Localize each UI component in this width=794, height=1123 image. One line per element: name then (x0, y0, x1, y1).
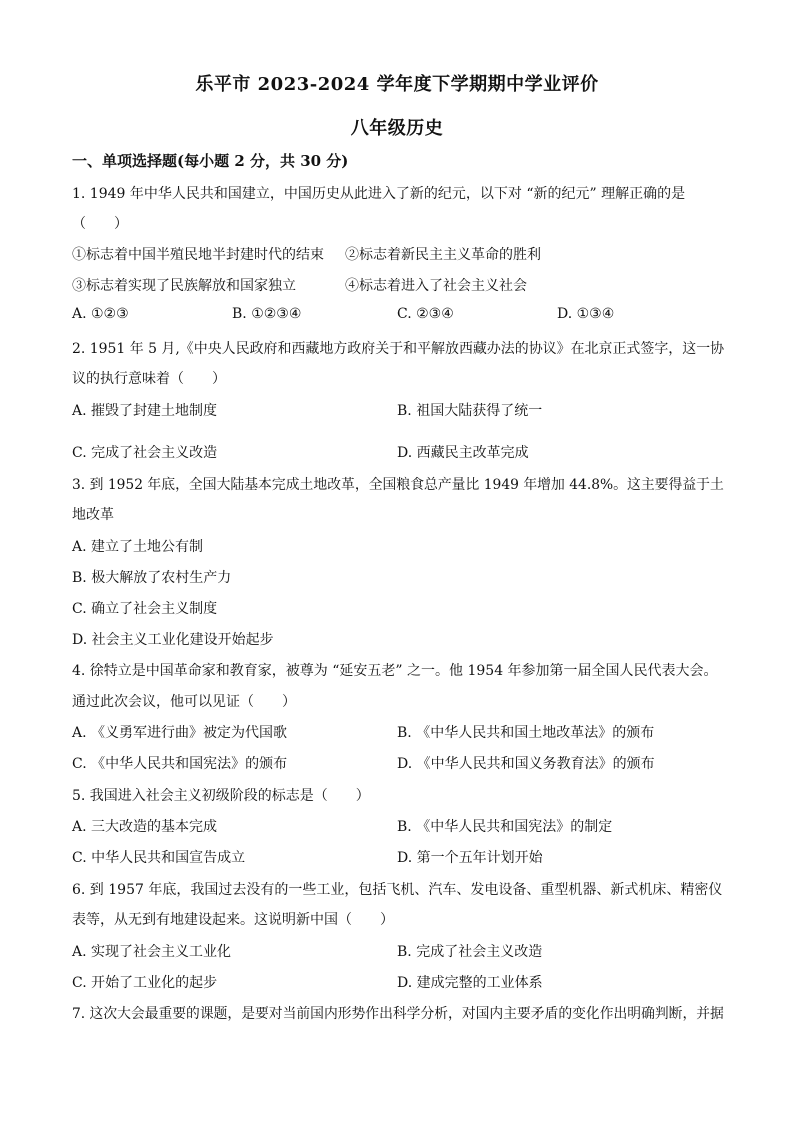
question-5-stem-line-1: 5. 我国进入社会主义初级阶段的标志是（ ） (72, 788, 370, 804)
question-6-option-d[interactable]: D. 建成完整的工业体系 (397, 975, 543, 991)
question-4-stem-line-1: 4. 徐特立是中国革命家和教育家，被尊为 “延安五老” 之一。他 1954 年参加第一届全国人民代表大会。 (72, 663, 718, 679)
question-5-option-d[interactable]: D. 第一个五年计划开始 (397, 850, 543, 866)
exam-subtitle: 八年级历史 (350, 118, 444, 139)
question-1-statement-2: ②标志着新民主主义革命的胜利 (345, 247, 541, 263)
question-3-option-a[interactable]: A. 建立了土地公有制 (72, 539, 204, 555)
question-5-option-a[interactable]: A. 三大改造的基本完成 (72, 819, 218, 835)
question-5-option-b[interactable]: B. 《中华人民共和国宪法》的制定 (397, 819, 613, 835)
question-3-stem-line-2: 地改革 (72, 507, 114, 523)
question-5-option-c[interactable]: C. 中华人民共和国宣告成立 (72, 850, 246, 866)
question-2-option-d[interactable]: D. 西藏民主改革完成 (397, 445, 529, 461)
question-4-option-d[interactable]: D. 《中华人民共和国义务教育法》的颁布 (397, 756, 655, 772)
question-3-stem-line-1: 3. 到 1952 年底，全国大陆基本完成土地改革，全国粮食总产量比 1949 年增加 44.8%。这主要得益于土 (72, 477, 724, 493)
question-4-option-b[interactable]: B. 《中华人民共和国土地改革法》的颁布 (397, 725, 655, 741)
question-2-stem-line-2: 议的执行意味着（ ） (72, 371, 226, 387)
question-4-option-c[interactable]: C. 《中华人民共和国宪法》的颁布 (72, 756, 288, 772)
question-1-statement-1: ①标志着中国半殖民地半封建时代的结束 (72, 247, 324, 263)
question-2-option-b[interactable]: B. 祖国大陆获得了统一 (397, 403, 543, 419)
question-4-option-a[interactable]: A. 《义勇军进行曲》被定为代国歌 (72, 725, 288, 741)
question-2-option-a[interactable]: A. 摧毁了封建土地制度 (72, 403, 218, 419)
question-6-option-c[interactable]: C. 开始了工业化的起步 (72, 975, 218, 991)
question-1-statement-3: ③标志着实现了民族解放和国家独立 (72, 278, 296, 294)
question-6-option-b[interactable]: B. 完成了社会主义改造 (397, 944, 543, 960)
section-heading: 一、单项选择题(每小题 2 分，共 30 分) (72, 152, 349, 170)
question-6-stem-line-2: 表等，从无到有地建设起来。这说明新中国（ ） (72, 912, 394, 928)
question-1-option-b[interactable]: B. ①②③④ (232, 306, 302, 322)
question-4-stem-line-2: 通过此次会议，他可以见证（ ） (72, 694, 296, 710)
question-6-stem-line-1: 6. 到 1957 年底，我国过去没有的一些工业，包括飞机、汽车、发电设备、重型机器、新式机床、精密仪 (72, 882, 723, 898)
question-1-option-c[interactable]: C. ②③④ (397, 306, 454, 322)
question-7-stem-line-1: 7. 这次大会最重要的课题，是要对当前国内形势作出科学分析，对国内主要矛盾的变化作出明确判断，并据 (72, 1006, 724, 1022)
question-2-stem-line-1: 2. 1951 年 5 月,《中央人民政府和西藏地方政府关于和平解放西藏办法的协议》在北京正式签字，这一协 (72, 341, 725, 357)
question-1-stem-line-1: 1. 1949 年中华人民共和国建立，中国历史从此进入了新的纪元，以下对 “新的纪元” 理解正确的是 (72, 186, 686, 202)
question-3-option-c[interactable]: C. 确立了社会主义制度 (72, 601, 218, 617)
question-1-option-d[interactable]: D. ①③④ (557, 306, 615, 322)
question-1-statement-4: ④标志着进入了社会主义社会 (345, 278, 527, 294)
exam-title: 乐平市 2023-2024 学年度下学期期中学业评价 (195, 74, 599, 95)
question-3-option-b[interactable]: B. 极大解放了农村生产力 (72, 570, 232, 586)
question-1-option-a[interactable]: A. ①②③ (72, 306, 129, 322)
question-2-option-c[interactable]: C. 完成了社会主义改造 (72, 445, 218, 461)
question-6-option-a[interactable]: A. 实现了社会主义工业化 (72, 944, 232, 960)
question-3-option-d[interactable]: D. 社会主义工业化建设开始起步 (72, 632, 274, 648)
question-1-stem-line-2: （ ） (72, 216, 128, 232)
